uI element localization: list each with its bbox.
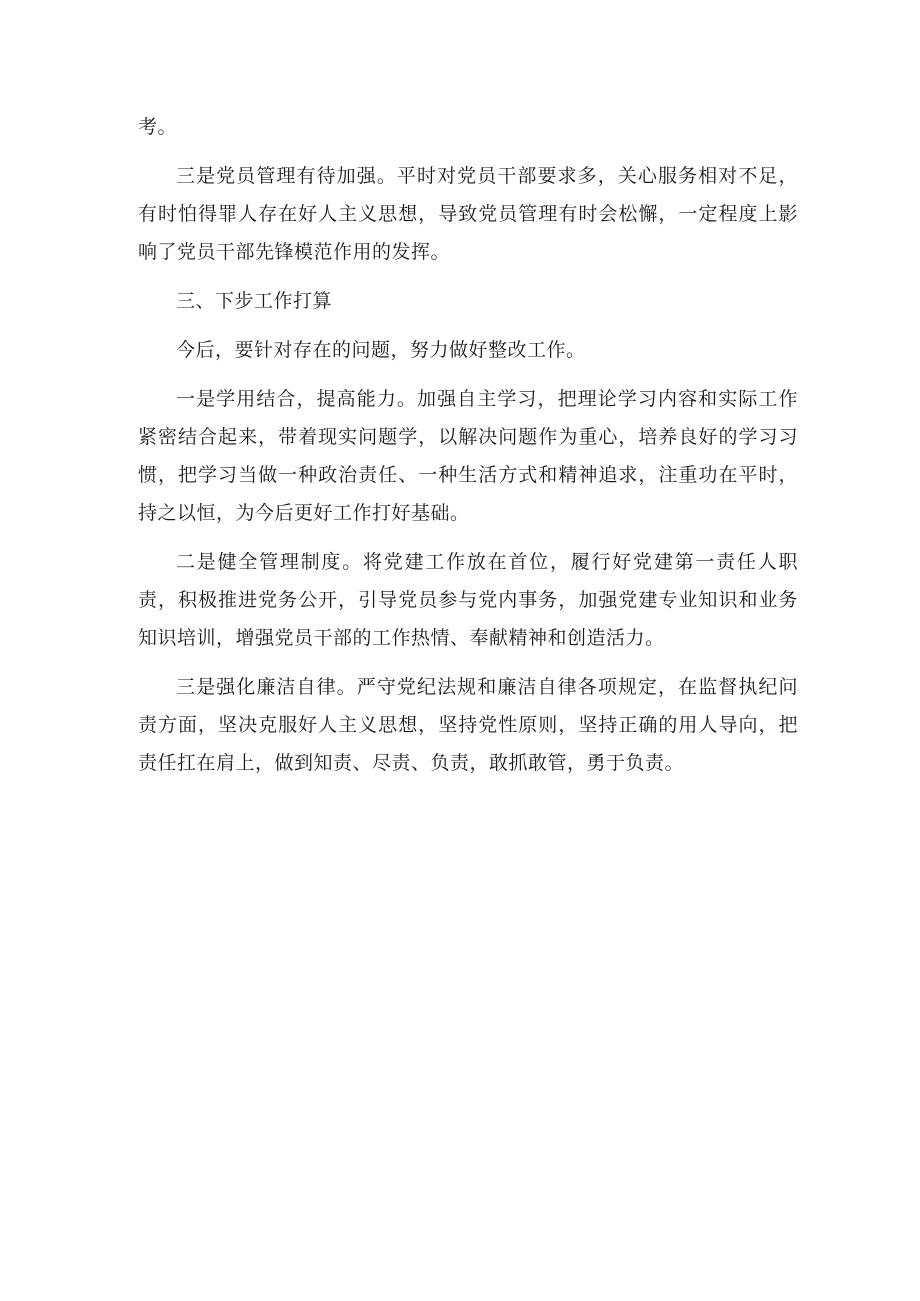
paragraph-management-system: 二是健全管理制度。将党建工作放在首位，履行好党建第一责任人职责，积极推进党务公开，引导党员参与党内事务，加强党建专业知识和业务知识培训，增强党员干部的工作热情、奉献精神和创造活力。	[138, 551, 798, 649]
paragraph-integrity-discipline: 三是强化廉洁自律。严守党纪法规和廉洁自律各项规定，在监督执纪问责方面，坚决克服好人主义思想，坚持党性原则，坚持正确的用人导向，把责任扛在肩上，做到知责、尽责、负责，敢抓敢管，勇于负责。	[138, 676, 798, 774]
paragraph-intro-rectification: 今后，要针对存在的问题，努力做好整改工作。	[176, 339, 586, 361]
paragraph-study-application: 一是学用结合，提高能力。加强自主学习，把理论学习内容和实际工作紧密结合起来，带着现实问题学，以解决问题作为重心，培养良好的学习习惯，把学习当做一种政治责任、一种生活方式和精神追求，注重功在平时，持之以恒，为今后更好工作打好基础。	[138, 388, 798, 524]
paragraph-continuation: 考。	[138, 116, 178, 138]
document-body	[138, 108, 798, 793]
section-heading-next-steps: 三、下步工作打算	[176, 290, 333, 312]
paragraph-party-member-management: 三是党员管理有待加强。平时对党员干部要求多，关心服务相对不足，有时怕得罪人存在好人主义思想，导致党员管理有时会松懈，一定程度上影响了党员干部先锋模范作用的发挥。	[138, 165, 798, 263]
